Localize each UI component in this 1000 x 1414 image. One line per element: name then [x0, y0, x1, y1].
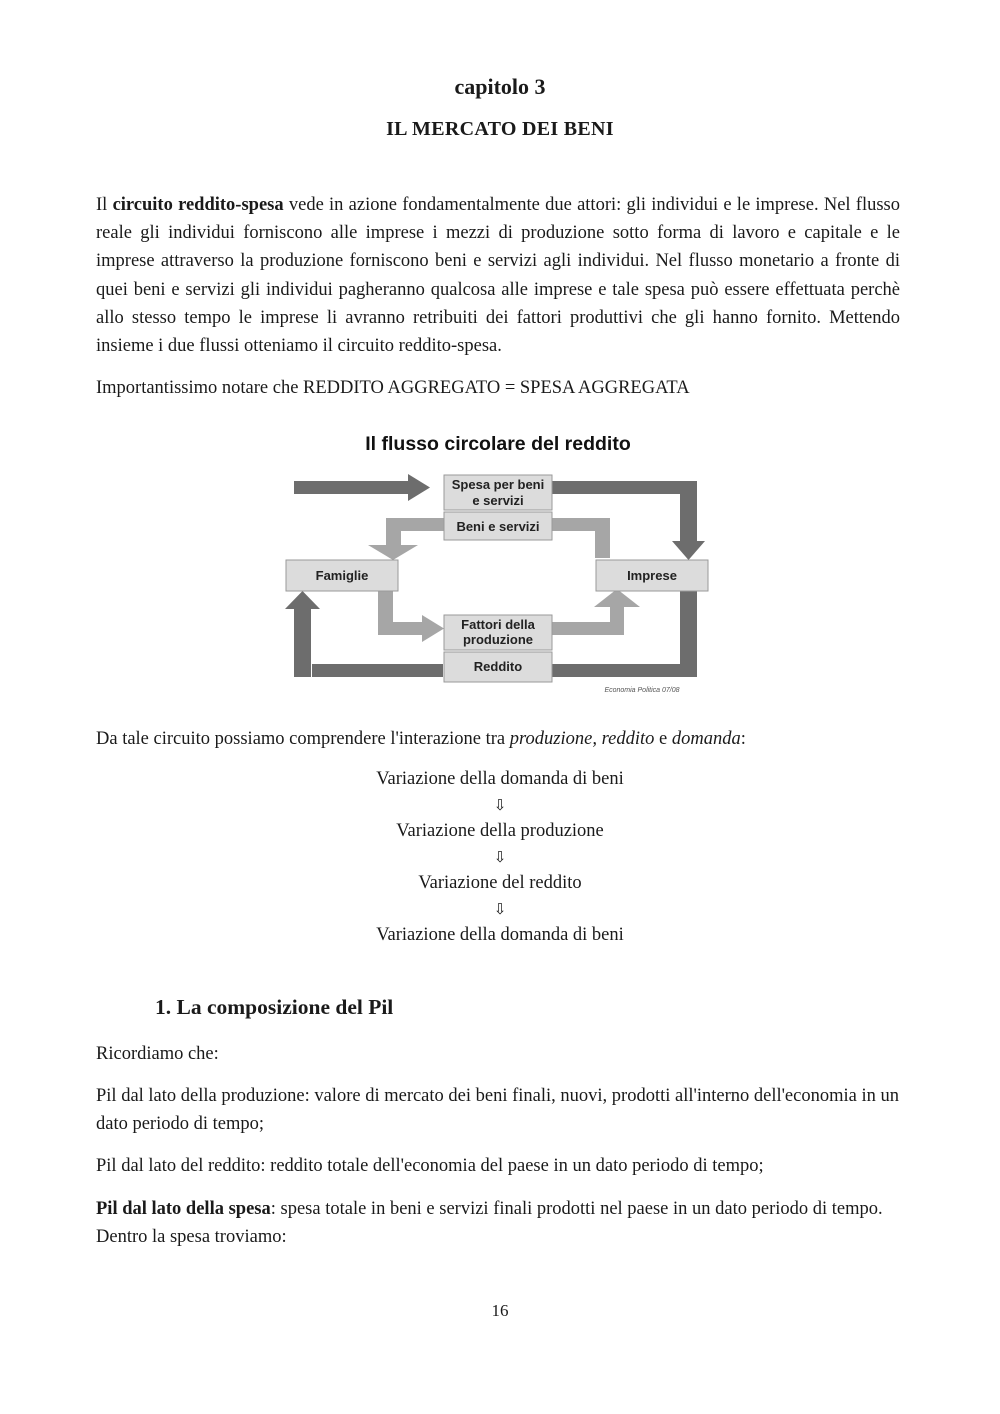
circular-flow-diagram — [282, 424, 718, 700]
flow-step: Variazione della domanda di beni — [376, 769, 624, 789]
term-reddito: reddito — [601, 729, 655, 749]
pil-spending-rest: : spesa totale in beni e servizi finali prodotti nel paese in un dato periodo di tempo. Dentro la spesa troviamo: — [96, 1199, 883, 1248]
term-sep1: , — [592, 729, 602, 749]
term-produzione: produzione — [509, 729, 593, 749]
down-arrow-icon: ⇩ — [493, 796, 507, 814]
term-sep2: e — [654, 729, 672, 749]
intro-rest: vede in azione fondamentalmente due attori: gli individui e le imprese. Nel flusso reale gli individui forniscono alle imprese i mezzi di produzione sotto forma di lavoro e capitale e le imprese attraverso la produzione forniscono beni e servizi agli individui. Nel flusso monetario a fronte di quei beni e servizi gli individui pagheranno qualcosa alle imprese e tale spesa può essere effettuata perchè allo stesso tempo le imprese li avranno retribuiti dei fattori produttivi che gli hanno fornito. Mettendo insieme i due flussi otteniamo il circuito reddito-spesa. — [96, 195, 900, 357]
section-heading: 1. La composizione del Pil — [155, 995, 394, 1019]
label-beni: Beni e servizi — [456, 519, 540, 534]
interaction-sentence — [96, 725, 900, 753]
down-arrow-icon: ⇩ — [493, 848, 507, 866]
label-famiglie: Famiglie — [315, 568, 369, 583]
label-fattori-line1: Fattori della — [461, 617, 535, 632]
ricordiamo-line: Ricordiamo che: — [96, 1044, 219, 1064]
intro-paragraph — [96, 191, 900, 360]
chapter-label: capitolo 3 — [454, 74, 546, 99]
variation-flow — [0, 766, 1000, 948]
flow-step: Variazione della produzione — [396, 821, 604, 841]
flow-step: Variazione della domanda di beni — [376, 925, 624, 945]
term-domanda: domanda — [671, 729, 741, 749]
chapter-title: IL MERCATO DEI BENI — [386, 118, 614, 140]
intro-bold-term: circuito reddito-spesa — [112, 195, 284, 215]
label-imprese: Imprese — [627, 568, 677, 583]
interaction-suffix: : — [740, 729, 746, 749]
label-fattori-line2: produzione — [462, 632, 534, 647]
pil-production-paragraph: Pil dal lato della produzione: valore di mercato dei beni finali, nuovi, prodotti all'interno dell'economia in un dato periodo di tempo; — [96, 1086, 899, 1135]
diagram-credit: Economia Politica 07/08 — [604, 687, 680, 694]
pil-spending-term: Pil dal lato della spesa — [96, 1199, 271, 1219]
page-number: 16 — [491, 1301, 509, 1320]
interaction-prefix: Da tale circuito possiamo comprendere l'interazione tra — [96, 729, 510, 749]
label-spesa-line2: e servizi — [472, 493, 524, 508]
pil-income-paragraph: Pil dal lato del reddito: reddito totale dell'economia del paese in un dato periodo di tempo; — [96, 1156, 764, 1176]
flow-step: Variazione del reddito — [418, 873, 582, 893]
diagram-title: Il flusso circolare del reddito — [365, 433, 631, 455]
important-note: Importantissimo notare che REDDITO AGGREGATO = SPESA AGGREGATA — [96, 378, 690, 398]
pil-spending-paragraph — [96, 1195, 900, 1251]
down-arrow-icon: ⇩ — [493, 900, 507, 918]
label-spesa-line1: Spesa per beni — [451, 477, 545, 492]
intro-start: Il — [96, 195, 113, 215]
label-reddito: Reddito — [473, 659, 523, 674]
